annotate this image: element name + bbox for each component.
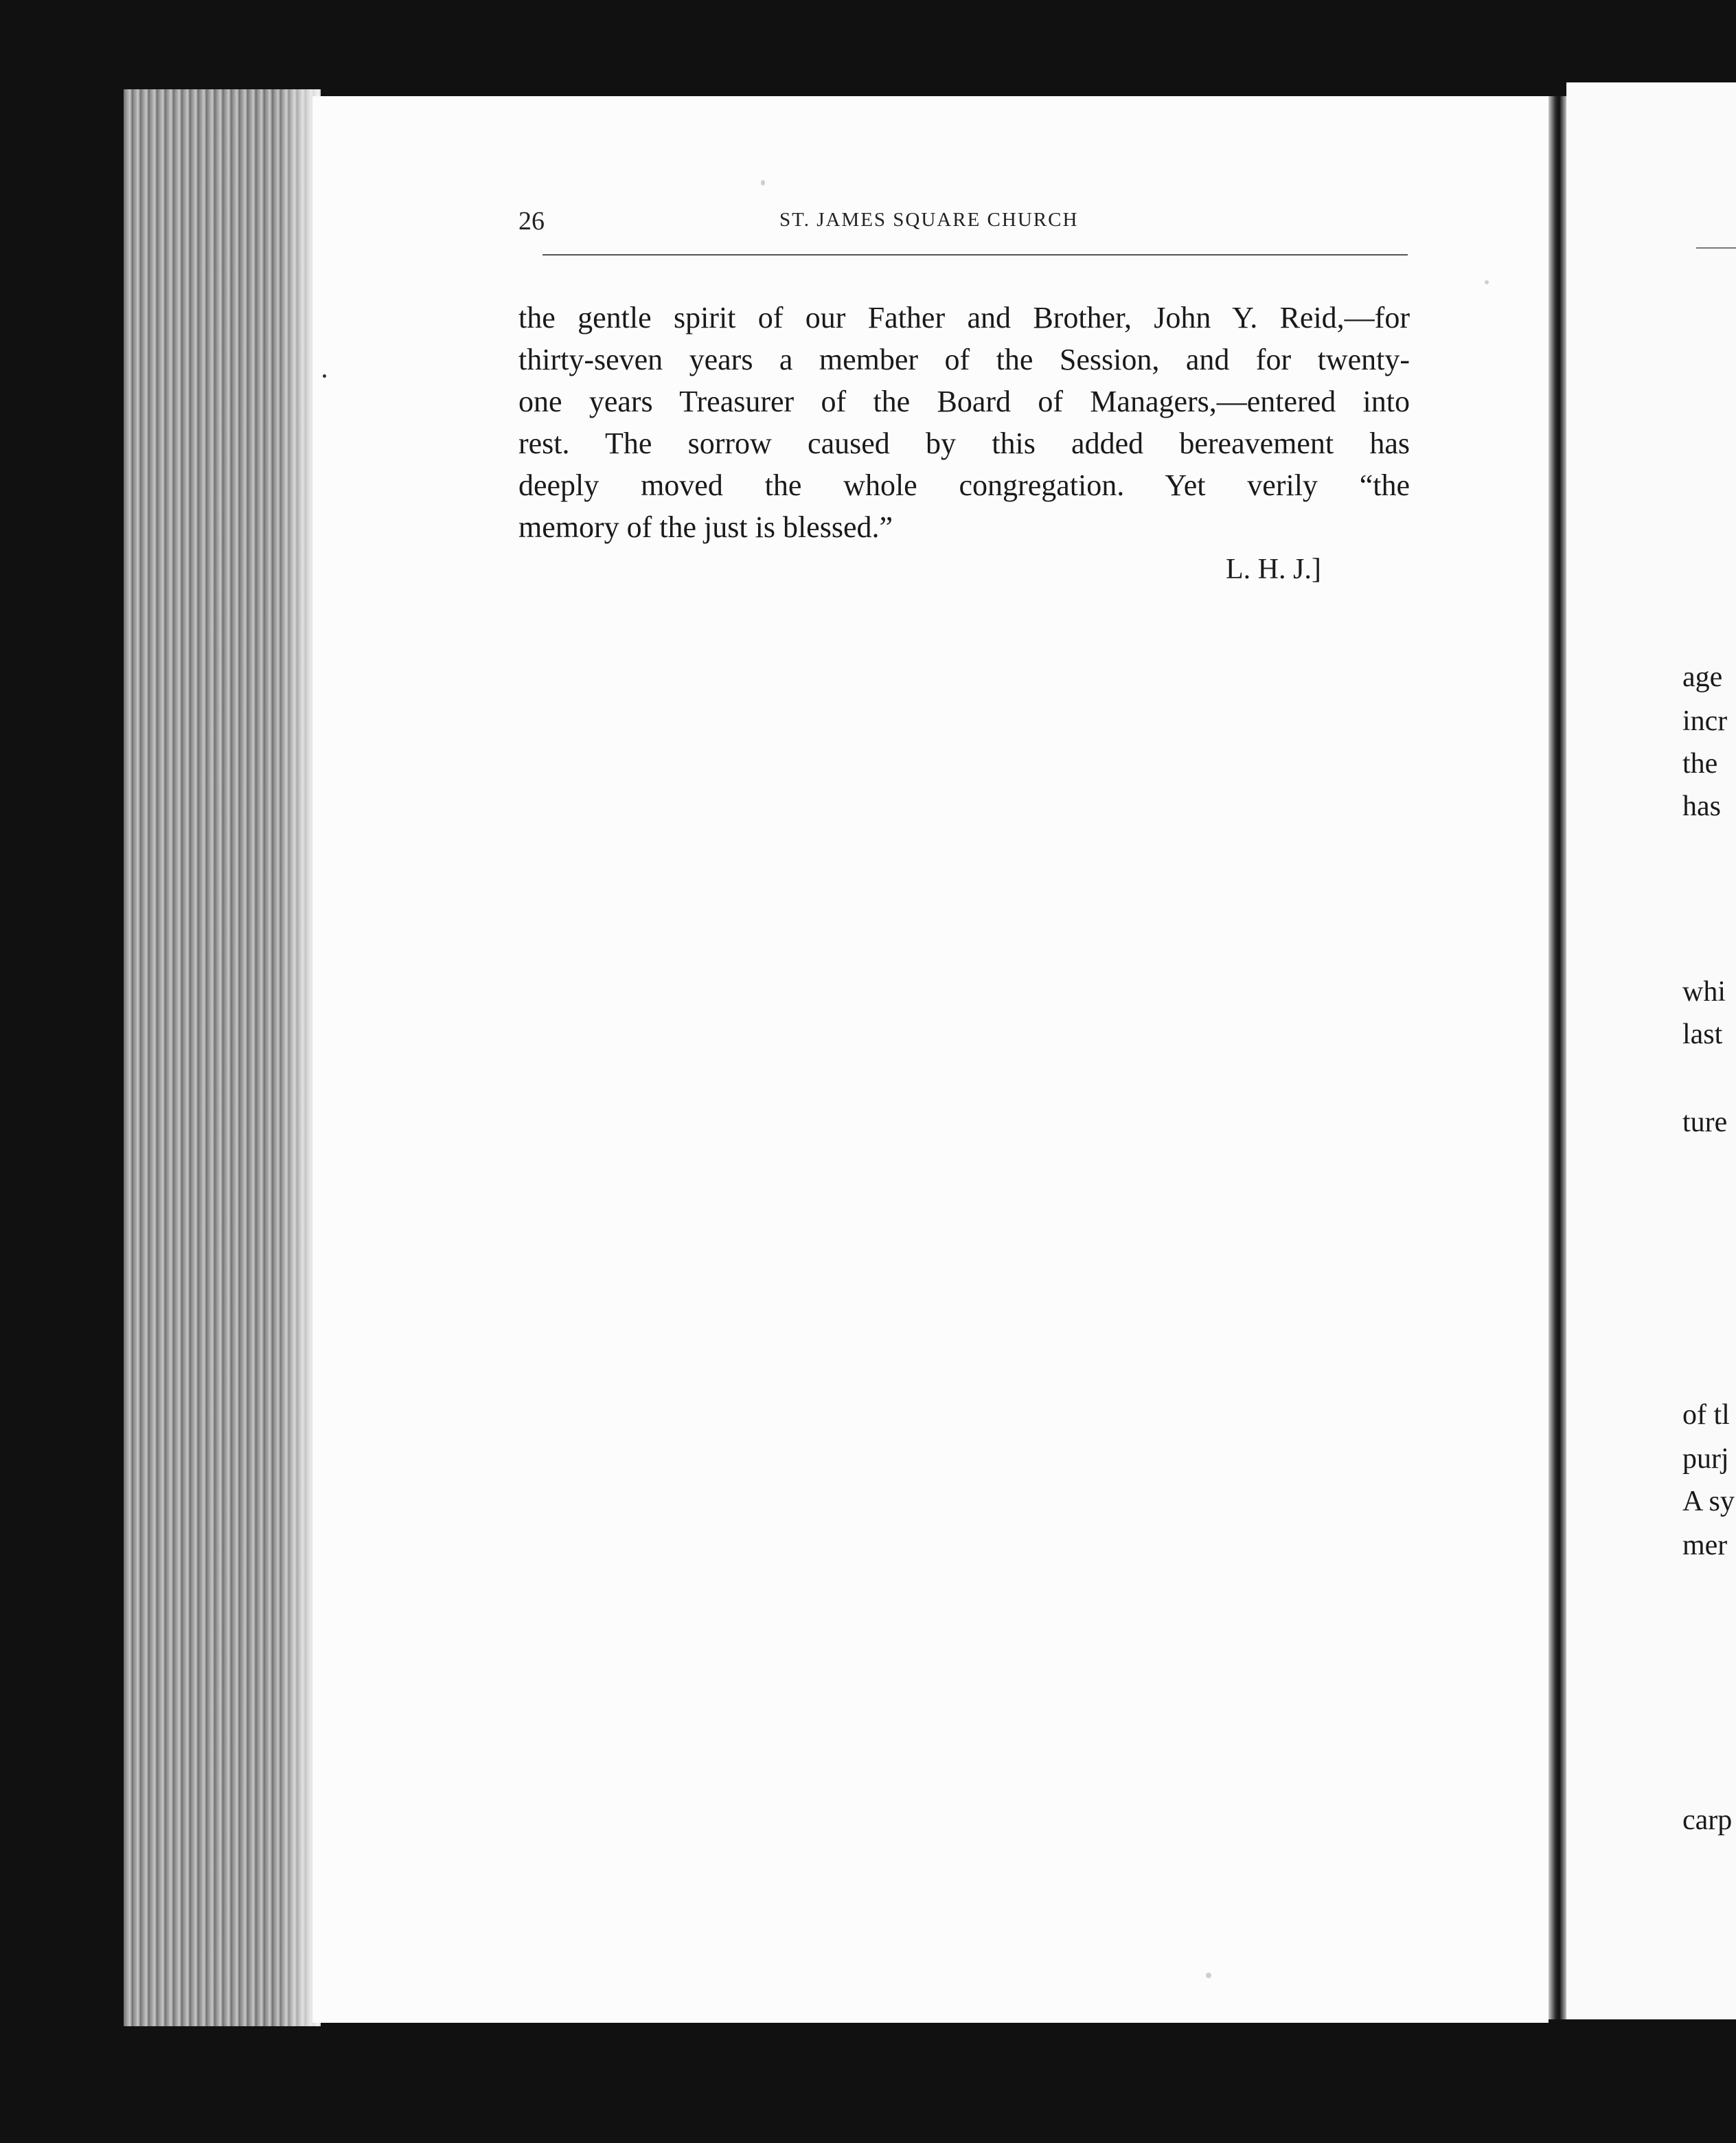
right-page-fragment: last bbox=[1682, 1019, 1723, 1050]
text-line: rest. The sorrow caused by this added bereavement has bbox=[518, 427, 1410, 460]
body-paragraph bbox=[518, 297, 1410, 548]
text-line: thirty-seven years a member of the Session, and for twenty- bbox=[518, 343, 1410, 376]
dust-speck bbox=[761, 180, 765, 185]
right-page-fragment: incr bbox=[1682, 705, 1728, 737]
right-page-fragment: has bbox=[1682, 791, 1721, 822]
dust-speck bbox=[323, 374, 326, 378]
book-gutter bbox=[1549, 96, 1566, 2019]
running-head bbox=[518, 206, 1411, 247]
right-page-fragment: A sy bbox=[1682, 1486, 1735, 1517]
running-title: ST. JAMES SQUARE CHURCH bbox=[779, 209, 1079, 231]
right-page-fragment: of tl bbox=[1682, 1399, 1730, 1431]
signature-initials: L. H. J.] bbox=[1226, 554, 1321, 585]
text-line: deeply moved the whole congregation. Yet verily “the bbox=[518, 468, 1410, 502]
right-page bbox=[1566, 82, 1736, 2019]
right-page-fragment: ture bbox=[1682, 1107, 1728, 1138]
right-page-fragment: the bbox=[1682, 748, 1718, 780]
right-page-fragment: whi bbox=[1682, 976, 1726, 1008]
right-page-fragment: mer bbox=[1682, 1530, 1728, 1561]
dust-speck bbox=[1206, 1973, 1211, 1978]
dust-speck bbox=[1485, 280, 1489, 284]
right-page-fragment: age bbox=[1682, 661, 1723, 693]
right-page-header-rule bbox=[1696, 247, 1736, 249]
right-page-fragment: carp bbox=[1682, 1804, 1733, 1836]
right-page-fragment: purj bbox=[1682, 1443, 1729, 1475]
header-rule bbox=[542, 254, 1408, 256]
book-page-edges bbox=[124, 89, 321, 2026]
text-line: the gentle spirit of our Father and Brother, John Y. Reid,—for bbox=[518, 301, 1410, 335]
text-line: memory of the just is blessed.” bbox=[518, 510, 893, 544]
text-line: one years Treasurer of the Board of Managers,—entered into bbox=[518, 385, 1410, 418]
page-number: 26 bbox=[518, 207, 545, 236]
